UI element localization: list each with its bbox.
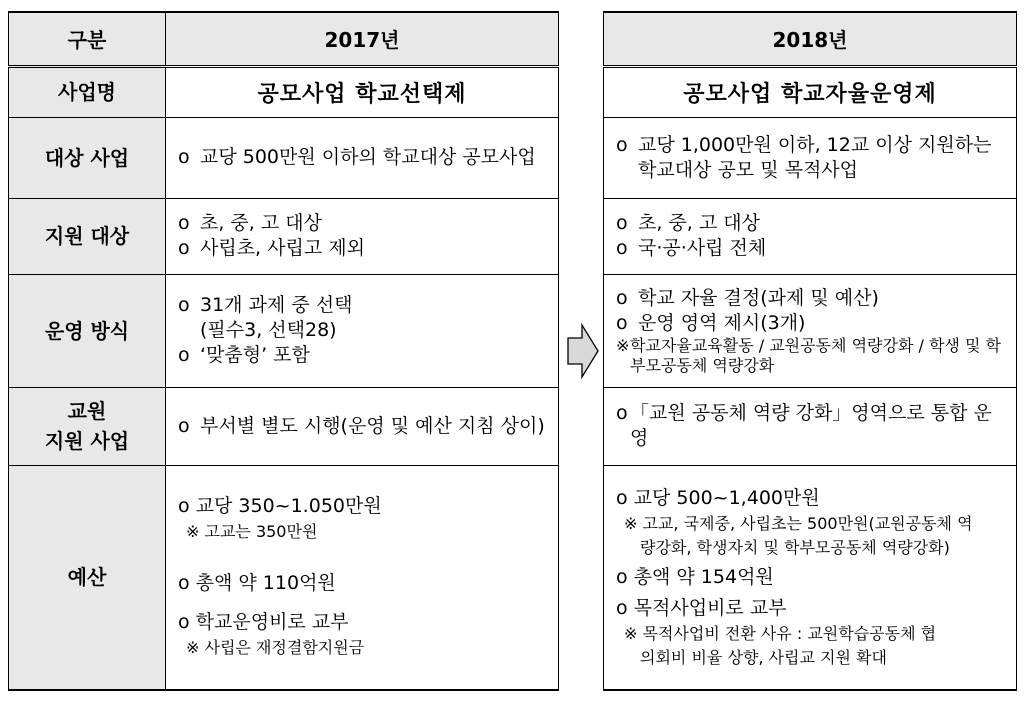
label-operation-method: 운영 방식 <box>9 274 166 387</box>
header-2018: 2018년 <box>604 12 1017 66</box>
header-category: 구분 <box>9 12 166 66</box>
table-row <box>604 66 1017 117</box>
budget-2018: o 교당 500~1,400만원 ※ 고교, 국제중, 사립초는 500만원(교원공동체 역 량강화, 학생자치 및 학부모공동체 역량강화) o 총액 약 154억원 o 목적사업비로 교부 ※ 목적사업비 전환 사유 : 교원학습공동체 협 의회비 비율 상향, 사립교 지원 확대 <box>604 465 1017 690</box>
teacher-support-2017: o 부서별 별도 시행(운영 및 예산 지침 상이) <box>166 387 559 465</box>
right-arrow-icon <box>566 322 600 380</box>
label-budget: 예산 <box>9 465 166 690</box>
project-name-2018: 공모사업 학교자율운영제 <box>604 66 1017 117</box>
table-row <box>9 274 559 387</box>
support-target-2017: o 초, 중, 고 대상 o 사립초, 사립고 제외 <box>166 198 559 274</box>
table-2018 <box>603 11 1017 691</box>
table-row <box>9 465 559 690</box>
teacher-support-2018: o 「교원 공동체 역량 강화」영역으로 통합 운영 <box>604 387 1017 465</box>
table-row <box>9 198 559 274</box>
operation-method-2018: o 학교 자율 결정(과제 및 예산) o 운영 영역 제시(3개) ※ 학교자율교육활동 / 교원공동체 역량강화 / 학생 및 학부모공동체 역량강화 <box>604 274 1017 387</box>
table-row <box>9 387 559 465</box>
project-name-2017: 공모사업 학교선택제 <box>166 66 559 117</box>
table-row <box>604 465 1017 690</box>
budget-2017: o 교당 350~1.050만원 ※ 고교는 350만원 o 총액 약 110억원 o 학교운영비로 교부 ※ 사립은 재정결함지원금 <box>166 465 559 690</box>
table-row <box>604 274 1017 387</box>
label-teacher-support: 교원 지원 사업 <box>9 387 166 465</box>
support-target-2018: o 초, 중, 고 대상 o 국·공·사립 전체 <box>604 198 1017 274</box>
table-row <box>604 117 1017 198</box>
table-row <box>9 117 559 198</box>
operation-method-2017: o 31개 과제 중 선택 (필수3, 선택28) o ‘맞춤형’ 포함 <box>166 274 559 387</box>
header-2017: 2017년 <box>166 12 559 66</box>
table-2017 <box>8 11 559 691</box>
target-project-2017: o 교당 500만원 이하의 학교대상 공모사업 <box>166 117 559 198</box>
table-row <box>604 387 1017 465</box>
label-support-target: 지원 대상 <box>9 198 166 274</box>
target-project-2018: o 교당 1,000만원 이하, 12교 이상 지원하는 학교대상 공모 및 목적사업 <box>604 117 1017 198</box>
table-row <box>9 66 559 117</box>
header-row <box>9 12 559 66</box>
label-target-project: 대상 사업 <box>9 117 166 198</box>
label-project-name: 사업명 <box>9 66 166 117</box>
header-row <box>604 12 1017 66</box>
table-row <box>604 198 1017 274</box>
